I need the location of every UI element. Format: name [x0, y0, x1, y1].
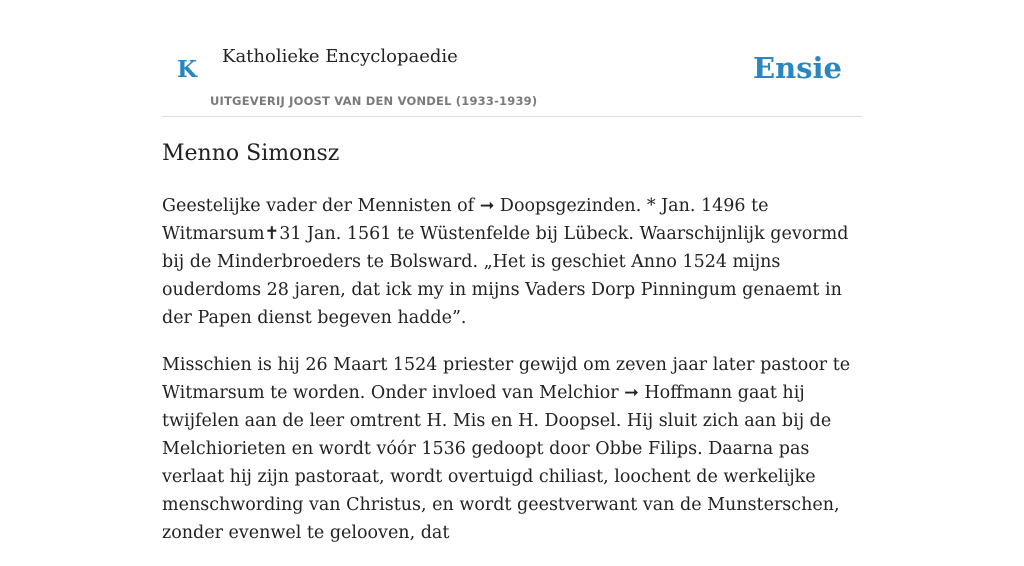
crossref-link-hoffmann[interactable]: ➞ Hoffmann	[624, 383, 733, 403]
encyclopedia-logo[interactable]: K	[177, 56, 197, 83]
paragraph-text: Geestelijke vader der Mennisten of	[162, 196, 480, 216]
article-paragraph-2	[162, 351, 864, 547]
publisher-label: UITGEVERIJ JOOST VAN DEN VONDEL (1933-1939)	[210, 94, 538, 108]
article-title: Menno Simonsz	[162, 141, 340, 166]
paragraph-text: gaat hij twijfelen aan de leer omtrent H. Mis en H. Doopsel. Hij sluit zich aan bij de Melchiorieten en wordt vóór 1536 gedoopt door Obbe Filips. Daarna pas verlaat hij zijn pastoraat, wordt overtuigd chiliast, loochent de werkelijke menschwording van Christus, en wordt geestverwant van de Munsterschen, zonder evenwel te gelooven, dat	[162, 383, 840, 543]
encyclopedia-title[interactable]: Katholieke Encyclopaedie	[222, 46, 458, 67]
site-header	[162, 0, 862, 117]
ensie-brand-link[interactable]: Ensie	[753, 51, 842, 85]
paragraph-text: . * Jan. 1496 te Witmarsum✝31 Jan. 1561 te Wüstenfelde bij Lübeck. Waarschijnlijk gevormd bij de Minderbroeders te Bolsward. „Het is geschiet Anno 1524 mijns ouderdoms 28 jaren, dat ick my in mijns Vaders Dorp Pinningum genaemt in der Papen dienst begeven hadde”.	[162, 196, 849, 328]
paragraph-text: Misschien is hij 26 Maart 1524 priester gewijd om zeven jaar later pastoor te Witmarsum te worden. Onder invloed van Melchior	[162, 355, 851, 403]
article-paragraph-1	[162, 192, 864, 332]
article	[162, 138, 864, 566]
crossref-link-doopsgezinden[interactable]: ➞ Doopsgezinden	[479, 196, 636, 216]
